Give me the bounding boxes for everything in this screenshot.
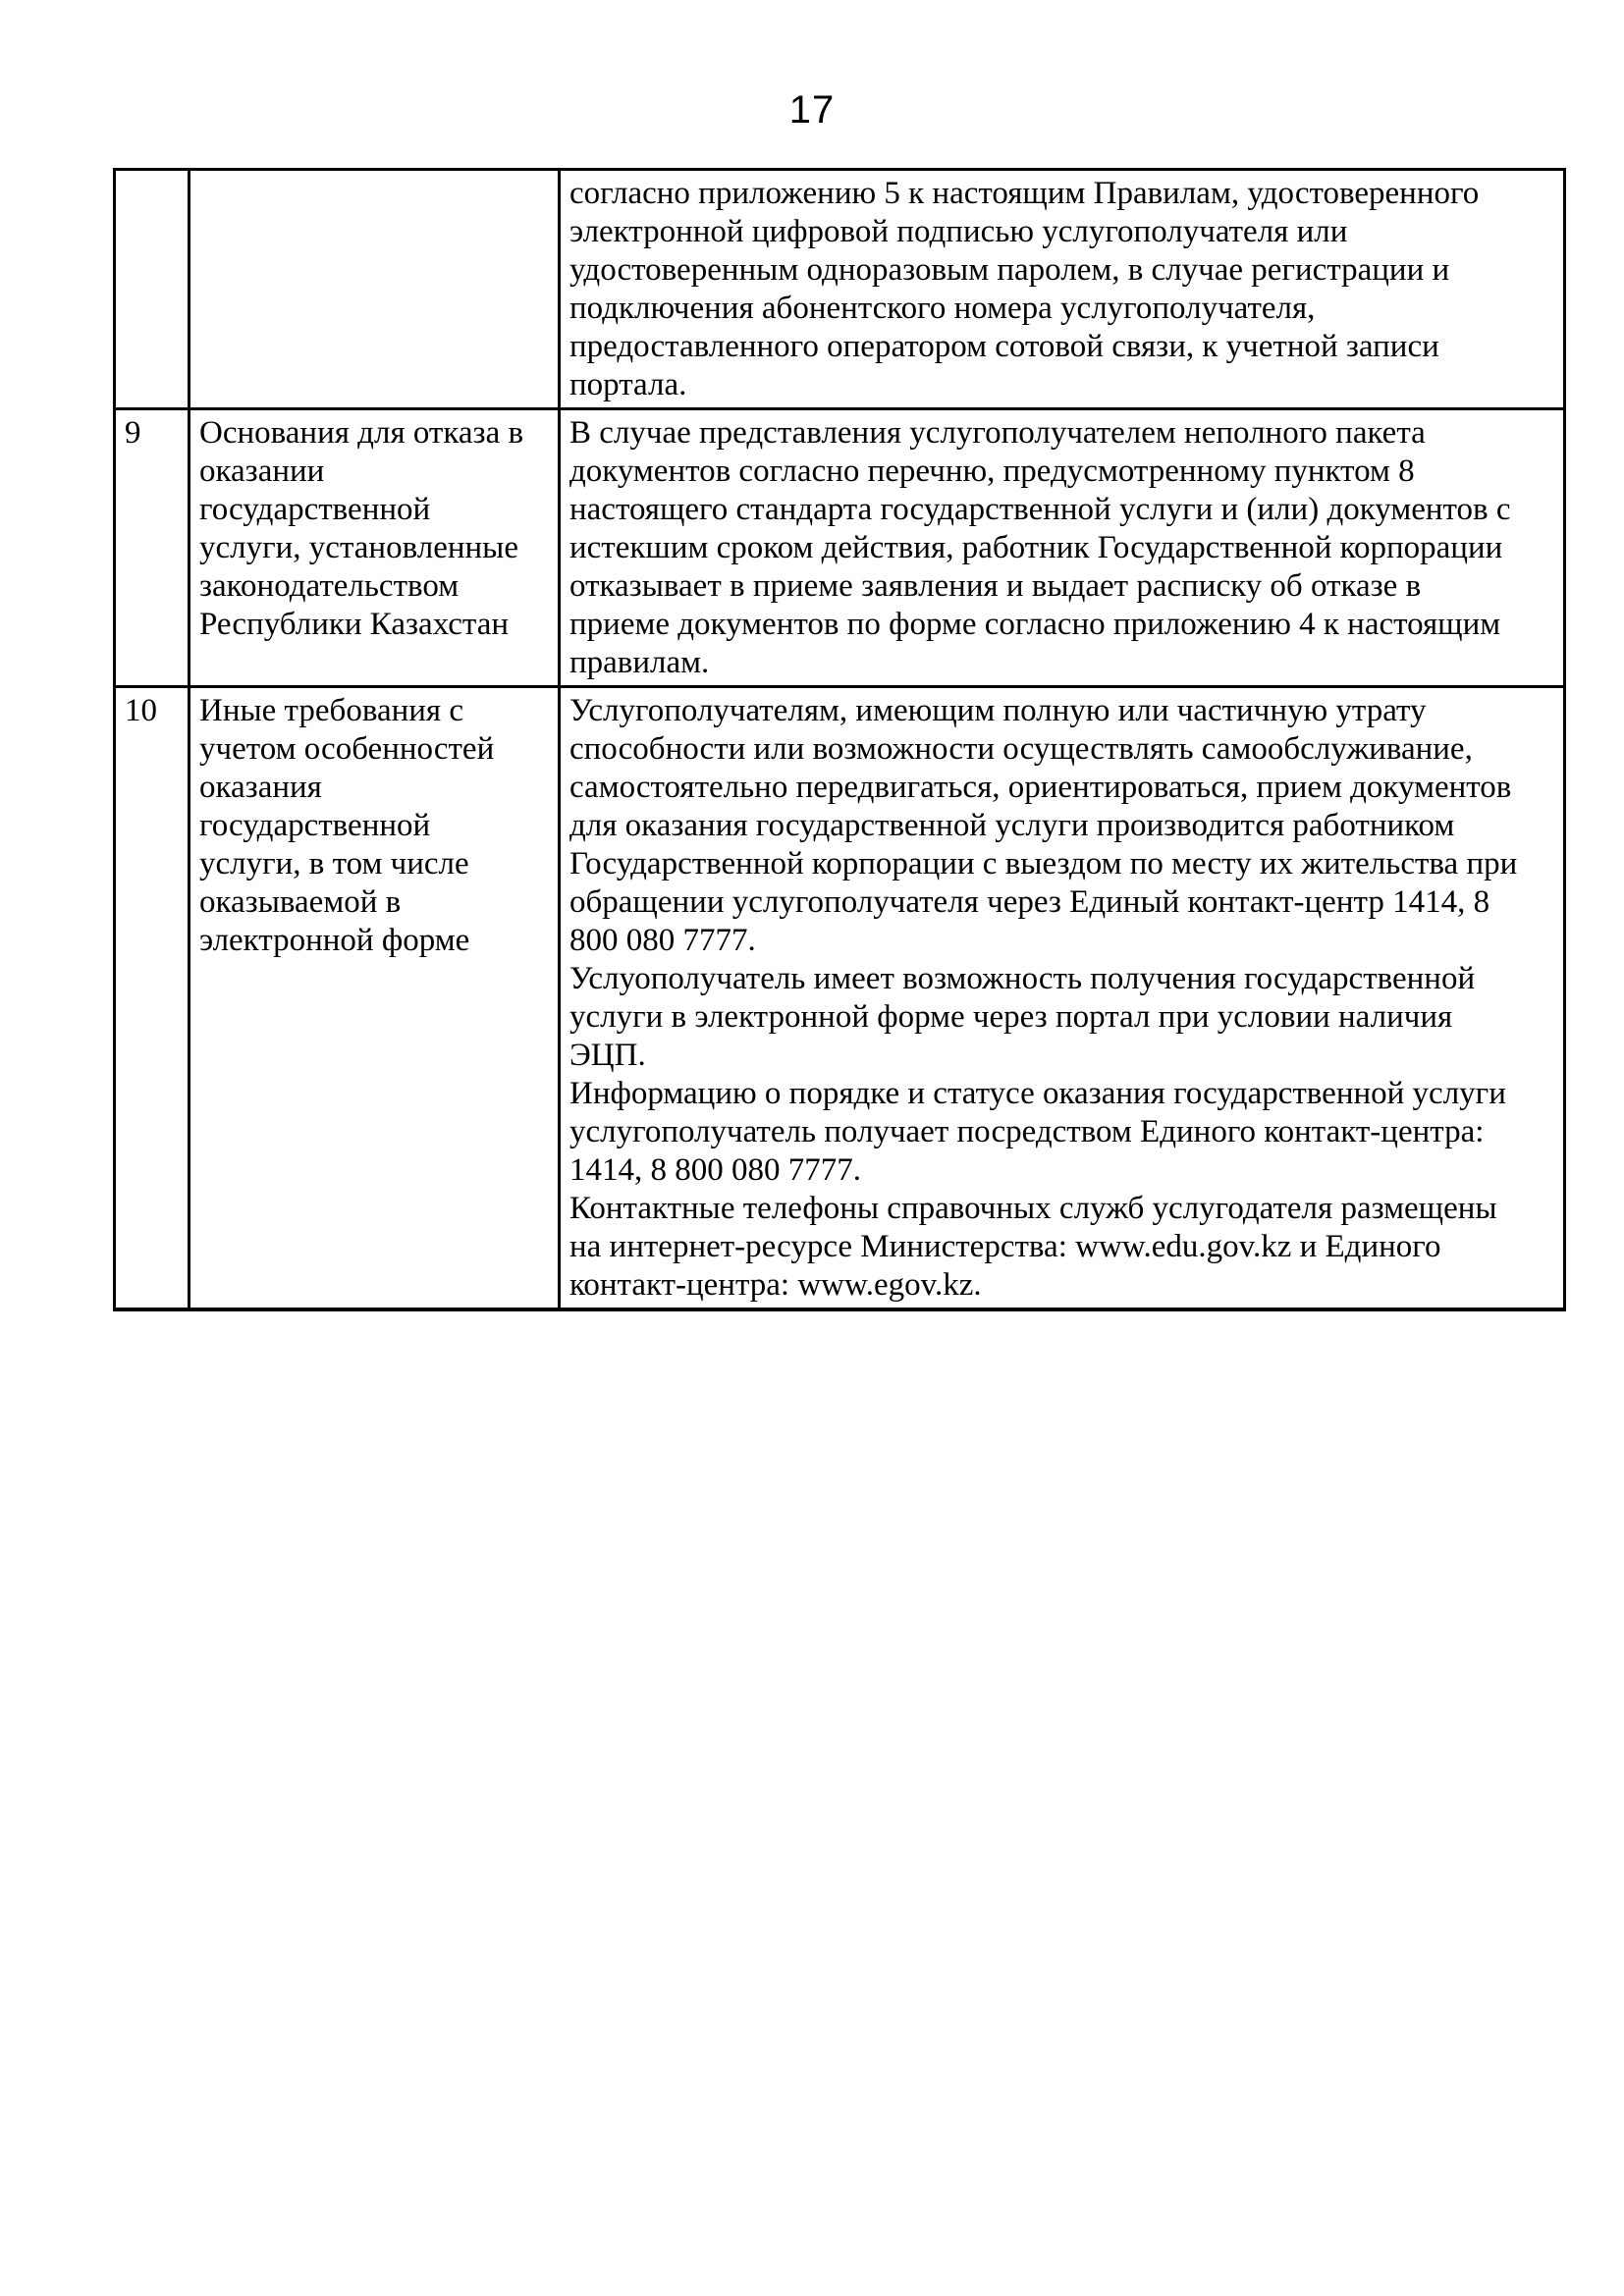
row-body-cell (560, 170, 1565, 409)
row-title-cell (189, 687, 560, 1310)
text-line: контакт-центра: www.egov.kz. (569, 1267, 982, 1303)
text-line: государственной (199, 808, 431, 843)
text-line: отказывает в приеме заявления и выдает расписку об отказе в (569, 568, 1422, 604)
text-line: услугополучатель получает посредством Единого контакт-центра: (569, 1114, 1485, 1149)
text-line: электронной цифровой подписью услугополучателя или (569, 214, 1348, 249)
text-line: для оказания государственной услуги производится работником (569, 808, 1455, 843)
row-number-cell: 10 (115, 687, 189, 1310)
text-line: самостоятельно передвигаться, ориентироваться, прием документов (569, 770, 1512, 805)
text-line: 1414, 8 800 080 7777. (569, 1152, 861, 1188)
row-body-cell (560, 409, 1565, 687)
text-line: настоящего стандарта государственной услуги и (или) документов с (569, 492, 1511, 527)
text-line: Услуополучатель имеет возможность получения государственной (569, 961, 1476, 996)
text-line: электронной форме (199, 923, 470, 958)
text-line: предоставленного оператором сотовой связи, к учетной записи (569, 329, 1439, 364)
text-line: Информацию о порядке и статусе оказания государственной услуги (569, 1076, 1506, 1111)
table-row-continuation (115, 170, 1565, 409)
text-line: Услугополучателям, имеющим полную или частичную утрату (569, 693, 1427, 728)
text-line: согласно приложению 5 к настоящим Правилам, удостоверенного (569, 176, 1480, 211)
table-row-10 (115, 687, 1565, 1310)
text-line: Республики Казахстан (199, 607, 510, 642)
text-line: приеме документов по форме согласно приложению 4 к настоящим (569, 607, 1501, 642)
table-row-9 (115, 409, 1565, 687)
text-line: ЭЦП. (569, 1038, 646, 1073)
row-title-cell (189, 170, 560, 409)
text-line: Иные требования с (199, 693, 464, 728)
text-line: государственной (199, 492, 431, 527)
page-number: 17 (788, 88, 836, 132)
row-body-cell (560, 687, 1565, 1310)
text-line: Основания для отказа в (199, 415, 524, 451)
text-line: оказании (199, 454, 325, 489)
text-line: В случае представления услугополучателем неполного пакета (569, 415, 1426, 451)
row-number-cell (115, 170, 189, 409)
text-line: оказания (199, 770, 322, 805)
text-line: документов согласно перечню, предусмотренному пунктом 8 (569, 454, 1415, 489)
text-line: услуги, в том числе (199, 846, 469, 881)
text-line: правилам. (569, 645, 710, 680)
text-line: 800 080 7777. (569, 923, 756, 958)
text-line: учетом особенностей (199, 731, 495, 767)
text-line: Государственной корпорации с выездом по месту их жительства при (569, 846, 1518, 881)
text-line: Контактные телефоны справочных служб услугодателя размещены (569, 1191, 1497, 1226)
text-line: на интернет-ресурсе Министерства: www.edu.gov.kz и Единого (569, 1229, 1441, 1264)
text-line: оказываемой в (199, 884, 402, 920)
text-line: услуги, установленные (199, 530, 518, 565)
text-line: услуги в электронной форме через портал при условии наличия (569, 999, 1453, 1035)
text-line: подключения абонентского номера услугополучателя, (569, 291, 1316, 326)
text-line: способности или возможности осуществлять самообслуживание, (569, 731, 1473, 767)
row-title-cell (189, 409, 560, 687)
row-number-cell: 9 (115, 409, 189, 687)
text-line: истекшим сроком действия, работник Государственной корпорации (569, 530, 1503, 565)
text-line: обращении услугополучателя через Единый контакт-центр 1414, 8 (569, 884, 1490, 920)
text-line: законодательством (199, 568, 460, 604)
text-line: удостоверенным одноразовым паролем, в случае регистрации и (569, 252, 1450, 288)
service-standard-table (113, 168, 1566, 1311)
text-line: портала. (569, 367, 687, 402)
